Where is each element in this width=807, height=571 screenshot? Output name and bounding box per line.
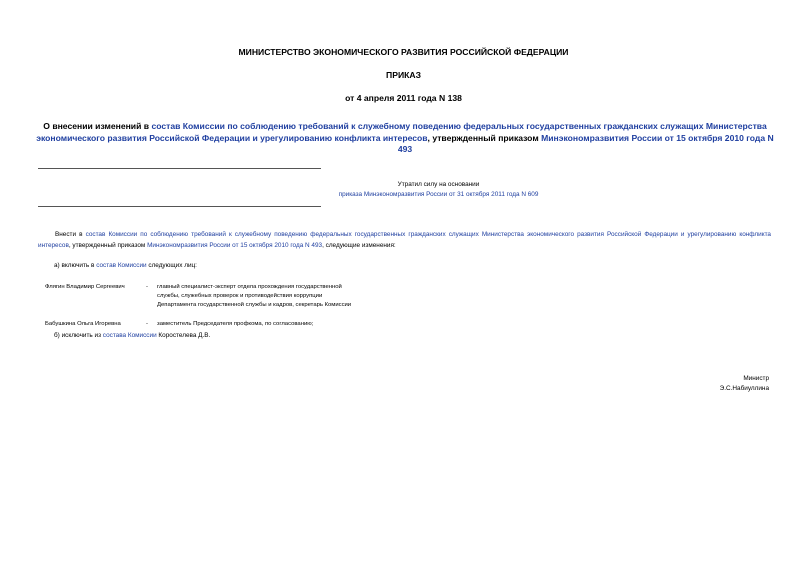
document-title [36,121,774,156]
intro-text-2: , утвержденный приказом [68,241,148,249]
repeal-link-order-609[interactable]: приказа Минэкономразвития России от 31 октября 2011 года N 609 [338,191,539,198]
member-name: Флягин Владимир Сергеевич [45,284,125,290]
repeal-note [0,180,807,200]
item-a-text-2: следующих лиц: [146,262,197,269]
divider-bottom [38,206,321,207]
intro-link-order-493[interactable]: Минэкономразвития России от 15 октября 2010 года N 493 [147,241,323,249]
item-a-link-commission[interactable]: состав Комиссии [96,262,147,269]
signature-position: Министр [743,375,769,382]
order-type: ПРИКАЗ [386,70,421,80]
title-text-2: , утвержденный приказом [427,132,542,143]
item-b [54,332,210,339]
item-a [54,262,197,269]
intro-paragraph [38,230,771,251]
intro-text-3: , следующие изменения: [322,241,396,249]
divider-top [38,168,321,169]
repeal-text: Утратил силу на основании [397,181,480,188]
member-role: заместитель Председателя профкома, по согласованию; [157,321,314,327]
member-dash: - [146,284,148,290]
item-b-text-2: Коростелева Д.В. [156,332,211,339]
title-text: О внесении изменений в [43,121,152,131]
intro-link-commission[interactable]: состав Комиссии по соблюдению требований к служебному поведению федеральных государственных гражданских служащих Министерства экономического развития Российской Федерации и урегулированию конфликта интересов [38,231,771,249]
item-b-text: б) исключить из [54,332,103,339]
title-link-order-493[interactable]: Минэкономразвития России от 15 октября 2010 года N 493 [397,132,774,154]
member-role: главный специалист-эксперт отдела прохождения государственной службы, служебных проверок и противодействия коррупции Департамента государственной службы и кадров, секретарь Комиссии [157,284,352,308]
member-name: Бабушкина Ольга Игоревна [45,321,121,327]
intro-text: Внести в [55,231,86,238]
item-a-text: а) включить в [54,262,97,269]
title-link-commission[interactable]: состав Комиссии по соблюдению требований к служебному поведению федеральных государственных гражданских служащих Министерства экономического развития Российской Федерации и урегулированию конфликта интересов [36,121,767,143]
signature-block [720,374,769,394]
ministry-heading: МИНИСТЕРСТВО ЭКОНОМИЧЕСКОГО РАЗВИТИЯ РОССИЙСКОЙ ФЕДЕРАЦИИ [238,47,569,57]
order-date: от 4 апреля 2011 года N 138 [345,93,462,103]
item-b-link-commission[interactable]: состава Комиссии [102,332,157,339]
signature-name: Э.С.Набиуллина [719,385,769,392]
member-dash: - [146,321,148,327]
